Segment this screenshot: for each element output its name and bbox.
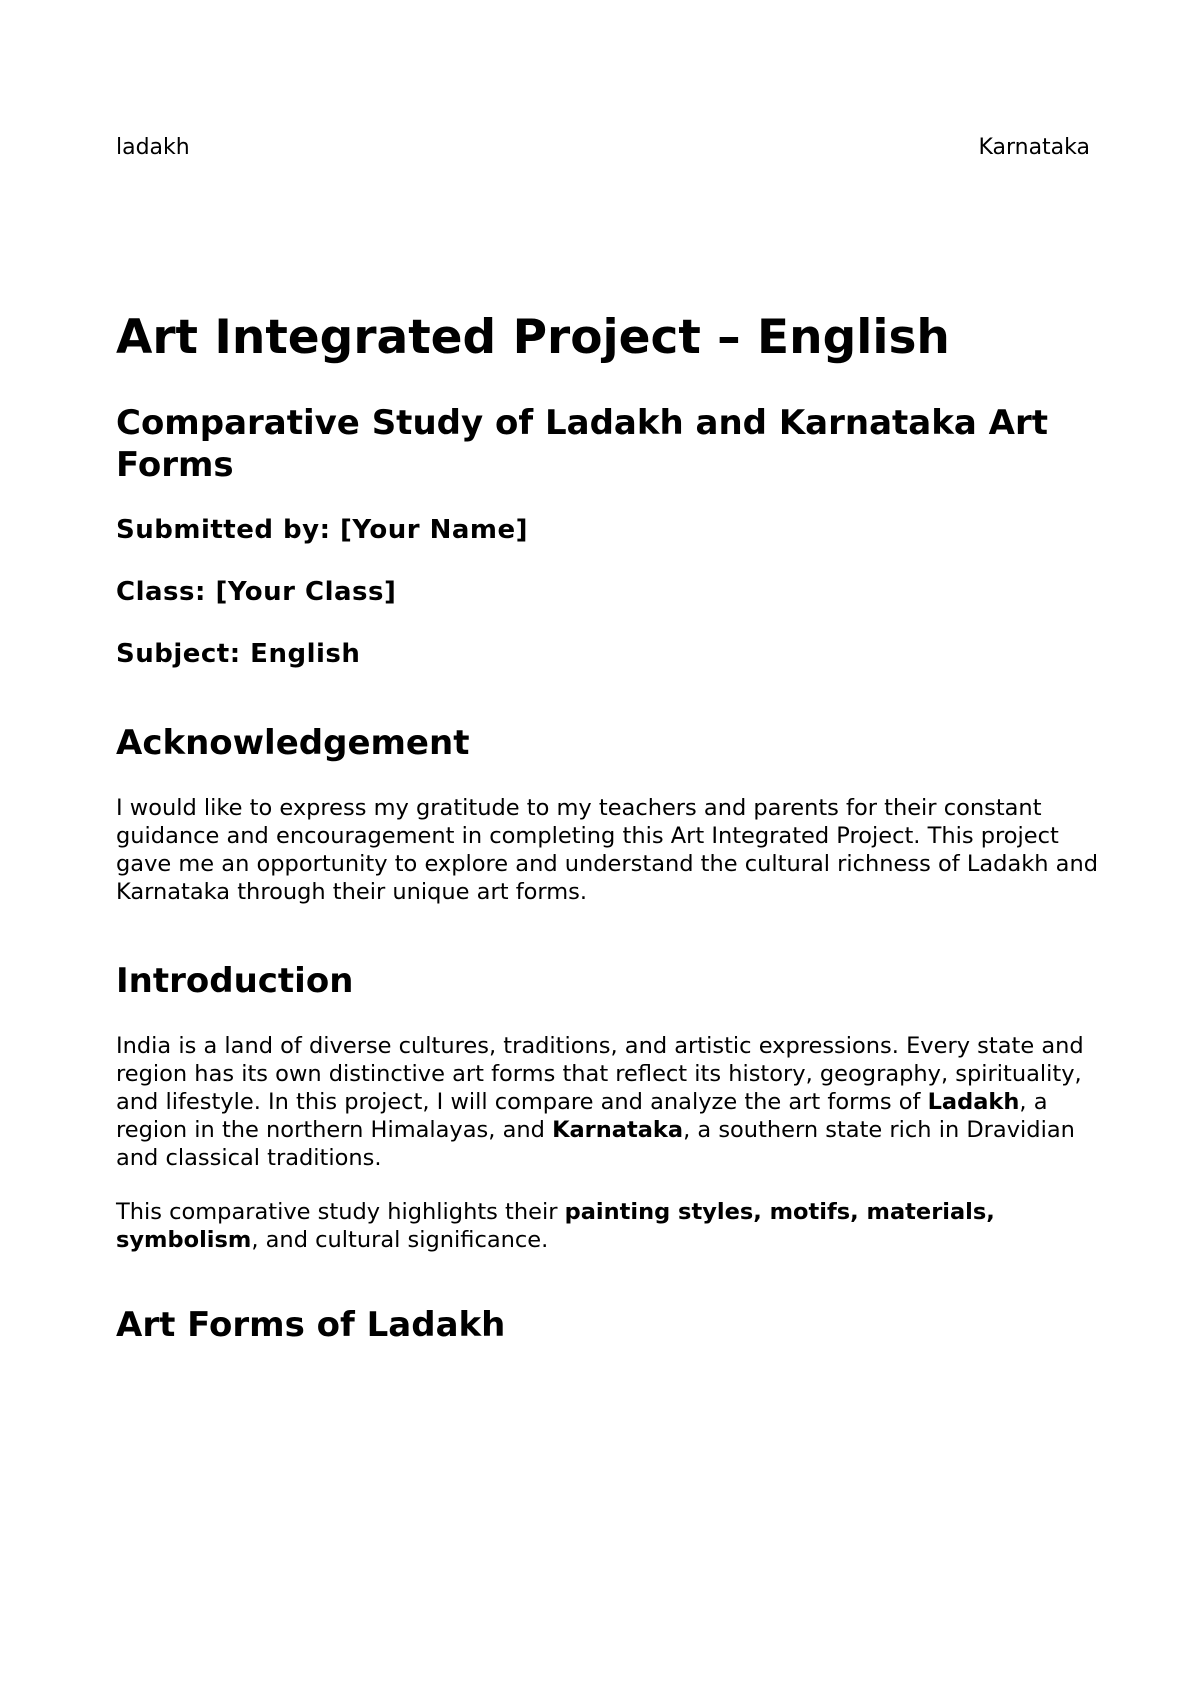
submitted-by: Submitted by: [Your Name] bbox=[116, 515, 528, 545]
document-subtitle: Comparative Study of Ladakh and Karnataka Art Forms bbox=[116, 403, 1048, 485]
intro-p1-bold-karnataka: Karnataka bbox=[552, 1117, 684, 1143]
intro-p2-text-1: This comparative study highlights their bbox=[116, 1199, 565, 1225]
header-left-text: ladakh bbox=[116, 135, 190, 160]
intro-p2-text-2: , and cultural significance. bbox=[251, 1227, 549, 1253]
header-right-text: Karnataka bbox=[978, 135, 1090, 160]
intro-p1-text-2: , a region in the northern Himalayas, and bbox=[116, 1089, 1048, 1143]
introduction-heading: Introduction bbox=[116, 961, 354, 1001]
acknowledgement-paragraph: I would like to express my gratitude to my teachers and parents for their constant guidance and encouragement in completing this Art Integrated Project. This project gave me an opportunity to explore and understand the cultural richness of Ladakh and Karnataka through their unique art forms. bbox=[116, 795, 1099, 905]
introduction-paragraph-2 bbox=[116, 1198, 1101, 1254]
acknowledgement-heading: Acknowledgement bbox=[116, 723, 470, 763]
document-title: Art Integrated Project – English bbox=[116, 310, 950, 365]
ladakh-art-forms-heading: Art Forms of Ladakh bbox=[116, 1305, 506, 1345]
intro-p1-bold-ladakh: Ladakh bbox=[927, 1089, 1020, 1115]
intro-p2-bold: painting styles, motifs, materials, symbolism bbox=[116, 1199, 995, 1253]
intro-p1-text-3: , a southern state rich in Dravidian and classical traditions. bbox=[116, 1117, 1075, 1171]
subject-line: Subject: English bbox=[116, 639, 361, 669]
introduction-paragraph-1 bbox=[116, 1032, 1101, 1172]
intro-p1-text-1: India is a land of diverse cultures, traditions, and artistic expressions. Every state and region has its own distinctive art forms that reflect its history, geography, spirituality, and lifestyle. In this project, I will compare and analyze the art forms of bbox=[116, 1033, 1084, 1115]
document-body bbox=[116, 310, 1101, 1346]
class-line: Class: [Your Class] bbox=[116, 577, 397, 607]
